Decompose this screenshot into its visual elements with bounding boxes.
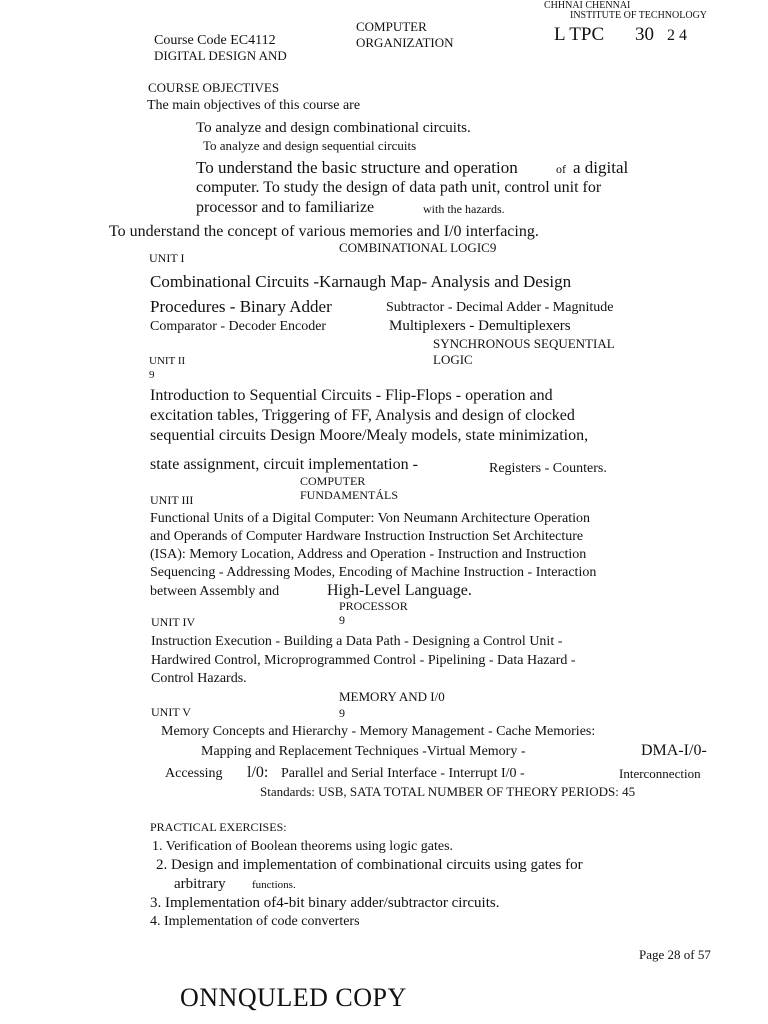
unit1-line: Combinational Circuits -Karnaugh Map- Analysis and Design <box>150 272 572 291</box>
unit2-line: sequential circuits Design Moore/Mealy models, state minimization, <box>150 427 589 444</box>
objective-item-fragment: with the hazards. <box>423 202 505 216</box>
course-name-line3: ORGANIZATION <box>356 35 454 50</box>
unit3-line: and Operands of Computer Hardware Instruction Instruction Set Architecture <box>150 529 584 544</box>
unit4-line: Hardwired Control, Microprogrammed Control - Pipelining - Data Hazard - <box>151 653 576 668</box>
practical-item: arbitrary <box>174 876 226 892</box>
unit3-line: High-Level Language. <box>327 582 472 599</box>
institute-name-line2: INSTITUTE OF TECHNOLOGY <box>570 10 708 21</box>
unit2-line: Introduction to Sequential Circuits - Flip-Flops - operation and <box>150 387 553 404</box>
unit4-line: Control Hazards. <box>151 671 247 686</box>
unit5-line: Standards: USB, SATA TOTAL NUMBER OF THEORY PERIODS: 45 <box>260 784 636 799</box>
unit2-hours: 9 <box>149 369 155 381</box>
course-name-line1: DIGITAL DESIGN AND <box>154 48 287 63</box>
unit4-hours: 9 <box>339 613 345 627</box>
copy-stamp: ONNQULED COPY <box>180 983 407 1012</box>
ltpc-values-small: 2 4 <box>667 27 687 44</box>
ltpc-label: L TPC <box>554 24 605 45</box>
ltpc-values-main: 30 <box>635 24 654 45</box>
unit5-line: Mapping and Replacement Techniques -Virtual Memory - <box>201 744 526 759</box>
page-number: Page 28 of 57 <box>639 947 711 962</box>
unit4-line: Instruction Execution - Building a Data Path - Designing a Control Unit - <box>151 634 563 649</box>
unit4-title: PROCESSOR <box>339 599 408 613</box>
unit3-label: UNIT III <box>150 493 194 507</box>
institute-name-line1: CHHNAI CHENNAI <box>544 0 631 11</box>
unit5-line: Interconnection <box>619 766 701 781</box>
practical-item: 1. Verification of Boolean theorems using logic gates. <box>152 839 454 854</box>
unit2-line: excitation tables, Triggering of FF, Analysis and design of clocked <box>150 407 575 424</box>
unit5-title: MEMORY AND I/0 <box>339 689 445 704</box>
unit1-line: Procedures - Binary Adder <box>150 297 332 316</box>
unit5-line: Memory Concepts and Hierarchy - Memory Management - Cache Memories: <box>161 724 596 739</box>
unit1-title: COMBINATIONAL LOGIC9 <box>339 240 497 255</box>
practical-item: 2. Design and implementation of combinational circuits using gates for <box>156 857 583 873</box>
unit1-line: Subtractor - Decimal Adder - Magnitude <box>386 300 614 315</box>
unit2-line: state assignment, circuit implementation - <box>150 456 418 473</box>
unit5-line: l/0: <box>247 764 269 781</box>
unit3-title-line2: FUNDAMENTÁLS <box>300 488 399 502</box>
objectives-heading: COURSE OBJECTIVES <box>148 80 280 95</box>
unit1-line: Comparator - Decoder Encoder <box>150 319 327 334</box>
objective-item: To analyze and design sequential circuits <box>203 138 417 153</box>
objective-item: To understand the basic structure and operation <box>196 158 518 177</box>
objective-item: To analyze and design combinational circuits. <box>196 120 471 136</box>
unit5-line: Parallel and Serial Interface - Interrupt I/0 - <box>281 766 525 781</box>
unit3-line: Sequencing - Addressing Modes, Encoding of Machine Instruction - Interaction <box>150 565 597 580</box>
unit2-title-line2: LOGIC <box>433 352 473 367</box>
unit2-label: UNIT II <box>149 355 186 367</box>
unit5-line: Accessing <box>165 766 223 781</box>
unit2-line: Registers - Counters. <box>489 461 607 476</box>
unit3-title-line1: COMPUTER <box>300 474 366 488</box>
unit5-hours: 9 <box>339 706 345 720</box>
unit1-line: Multiplexers - Demultiplexers <box>389 318 571 334</box>
unit5-line: DMA-I/0- <box>641 742 707 759</box>
unit2-title-line1: SYNCHRONOUS SEQUENTIAL <box>433 336 615 351</box>
practical-item: functions. <box>252 879 296 891</box>
course-code: Course Code EC4112 <box>154 33 276 48</box>
objective-item-fragment: of <box>556 162 566 176</box>
unit3-line: (ISA): Memory Location, Address and Operation - Instruction and Instruction <box>150 547 587 562</box>
unit3-line: between Assembly and <box>150 584 280 599</box>
unit1-label: UNIT I <box>149 251 185 265</box>
course-name-line2: COMPUTER <box>356 19 427 34</box>
objective-item: processor and to familiarize <box>196 199 375 216</box>
objective-item: To understand the concept of various memories and I/0 interfacing. <box>109 223 539 240</box>
practical-item: 4. Implementation of code converters <box>150 914 360 929</box>
objective-item: computer. To study the design of data path unit, control unit for <box>196 179 602 196</box>
unit5-label: UNIT V <box>151 705 191 719</box>
practical-item: 3. Implementation of4-bit binary adder/subtractor circuits. <box>150 895 500 911</box>
objective-item-fragment: a digital <box>573 158 629 177</box>
practical-heading: PRACTICAL EXERCISES: <box>150 820 287 834</box>
unit3-line: Functional Units of a Digital Computer: Von Neumann Architecture Operation <box>150 511 591 526</box>
unit4-label: UNIT IV <box>151 615 196 629</box>
objectives-intro: The main objectives of this course are <box>147 98 361 113</box>
